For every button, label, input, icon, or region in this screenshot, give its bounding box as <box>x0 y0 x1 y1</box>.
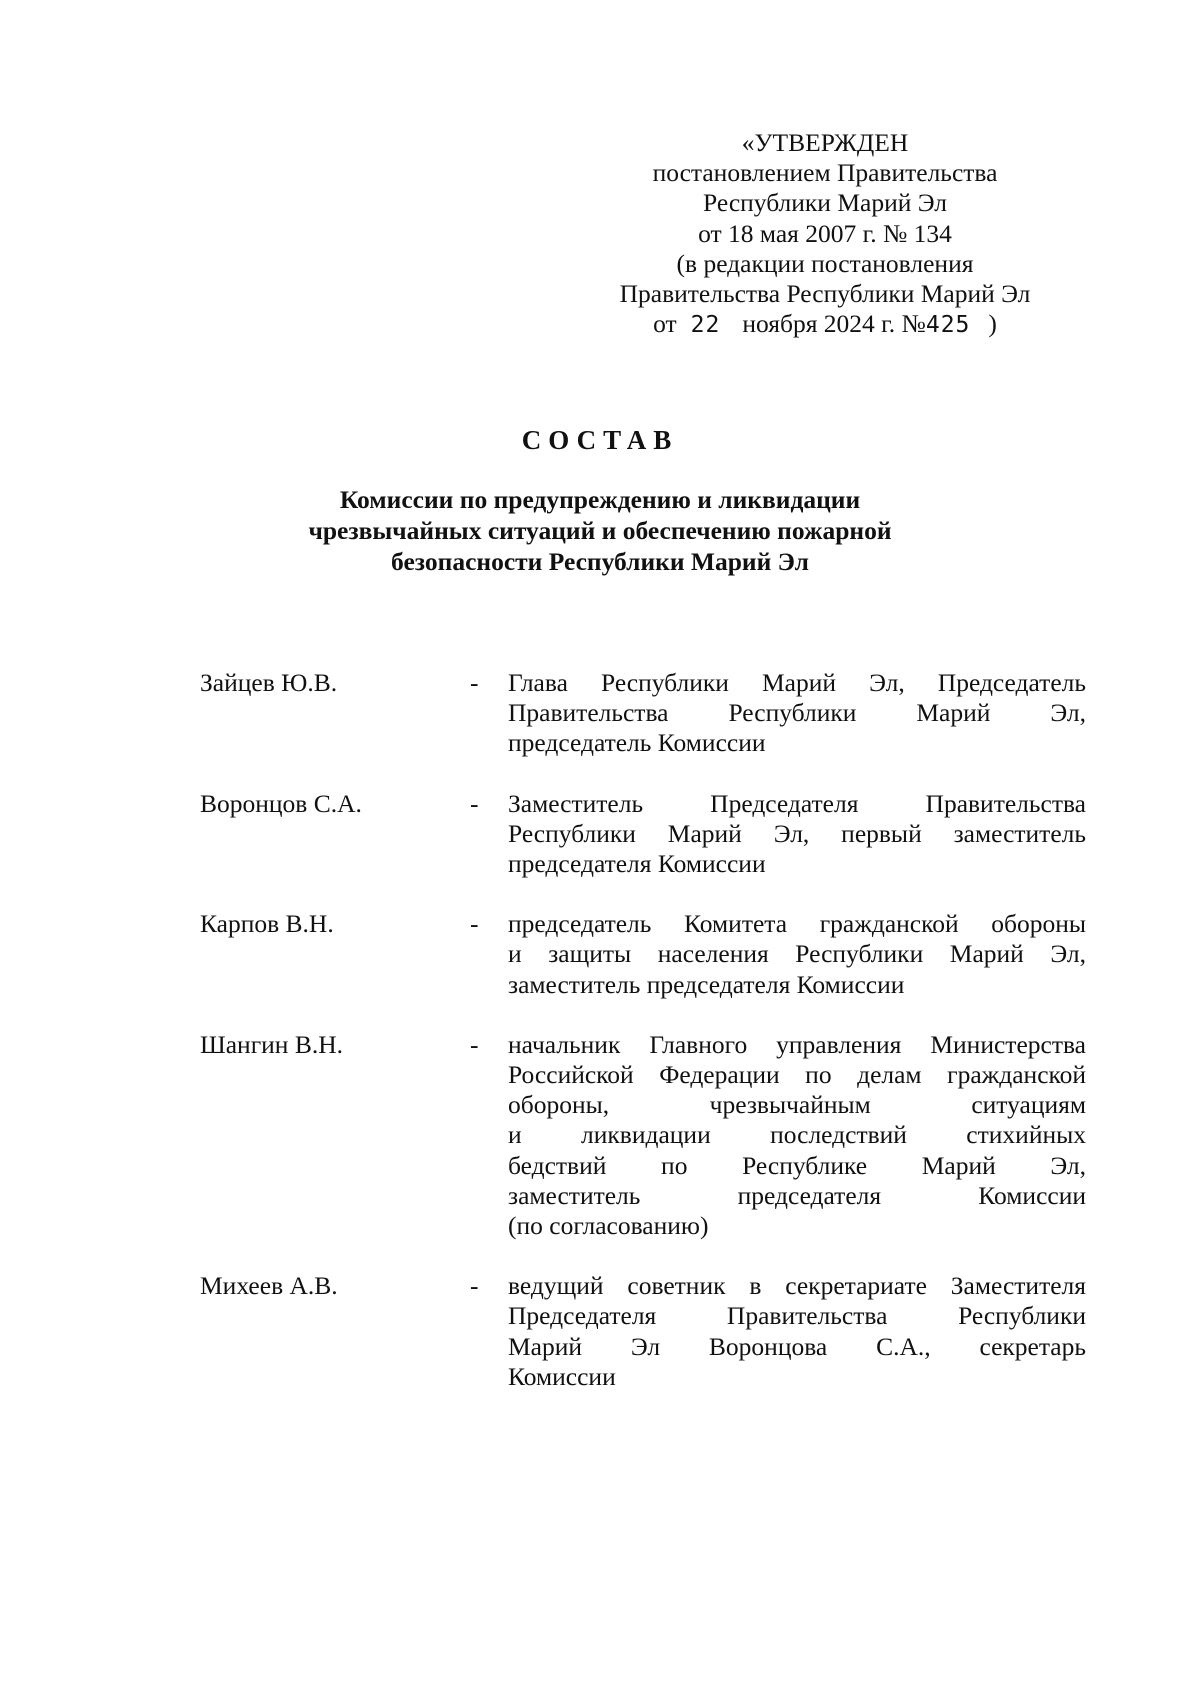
approval-date-number: от 18 мая 2007 г. № 134 <box>698 218 952 248</box>
member-entry <box>0 789 1200 880</box>
member-entry <box>0 668 1200 759</box>
role-line: начальник Главного управления Министерства <box>508 1029 1086 1059</box>
role-line: Марий Эл Воронцова С.А., секретарь <box>508 1331 1086 1361</box>
role-line: и ликвидации последствий стихийных <box>508 1120 1086 1150</box>
member-role <box>508 1271 1086 1392</box>
amendment-number: 425 <box>925 312 971 339</box>
role-line: Глава Республики Марий Эл, Председатель <box>508 668 1086 697</box>
member-dash: - <box>470 909 479 939</box>
subtitle-line: Комиссии по предупреждению и ликвидации <box>339 485 861 514</box>
amendment-date-prefix: от <box>653 309 677 339</box>
member-dash: - <box>470 1029 479 1059</box>
document-subtitle <box>240 484 960 577</box>
subtitle-line: чрезвычайных ситуаций и обеспечению пожарной <box>308 516 892 545</box>
role-line: Республики Марий Эл, первый заместитель <box>508 818 1086 848</box>
approval-heading: «УТВЕРЖДЕН <box>741 128 909 157</box>
amendment-day: 22 <box>690 312 721 339</box>
member-role <box>508 668 1086 759</box>
role-line: Российской Федерации по делам гражданской <box>508 1060 1086 1090</box>
role-line: Председателя Правительства Республики <box>508 1301 1086 1331</box>
role-line: ведущий советник в секретариате Заместителя <box>508 1271 1086 1301</box>
member-role <box>508 1030 1086 1241</box>
role-line: заместитель председателя Комиссии <box>508 969 905 999</box>
member-name: Воронцов С.А. <box>200 788 362 818</box>
role-line: и защиты населения Республики Марий Эл, <box>508 939 1086 969</box>
amendment-issuer: Правительства Республики Марий Эл <box>619 279 1031 309</box>
role-line: (по согласованию) <box>508 1211 709 1241</box>
member-dash: - <box>470 668 479 697</box>
member-name: Карпов В.Н. <box>200 909 334 939</box>
role-line: обороны, чрезвычайным ситуациям <box>508 1090 1086 1120</box>
member-name: Михеев А.В. <box>200 1271 338 1301</box>
approval-line: постановлением Правительства <box>652 158 998 188</box>
member-entry <box>0 1271 1200 1392</box>
role-line: Правительства Республики Марий Эл, <box>508 698 1086 728</box>
members-list <box>0 668 1200 1422</box>
amendment-month-year: ноября 2024 г. № <box>742 309 926 339</box>
member-name: Шангин В.Н. <box>200 1029 343 1059</box>
amendment-note: (в редакции постановления <box>676 248 974 278</box>
member-role <box>508 789 1086 880</box>
approval-stamp <box>560 128 1090 340</box>
member-name: Зайцев Ю.В. <box>200 668 338 697</box>
role-line: председателя Комиссии <box>508 849 766 879</box>
role-line: председатель Комитета гражданской обороны <box>508 909 1086 939</box>
amendment-close-paren: ) <box>988 309 997 339</box>
subtitle-line: безопасности Республики Марий Эл <box>391 547 809 576</box>
member-role <box>508 909 1086 1000</box>
role-line: заместитель председателя Комиссии <box>508 1180 1086 1210</box>
member-entry <box>0 909 1200 1000</box>
role-line: Комиссии <box>508 1361 616 1391</box>
document-title: СОСТАВ <box>521 425 679 455</box>
amendment-date-line <box>560 309 1090 340</box>
member-entry <box>0 1030 1200 1241</box>
role-line: бедствий по Республике Марий Эл, <box>508 1150 1086 1180</box>
role-line: председатель Комиссии <box>508 728 766 758</box>
member-dash: - <box>470 788 479 818</box>
member-dash: - <box>470 1271 479 1301</box>
role-line: Заместитель Председателя Правительства <box>508 788 1086 818</box>
approval-line: Республики Марий Эл <box>703 188 947 218</box>
